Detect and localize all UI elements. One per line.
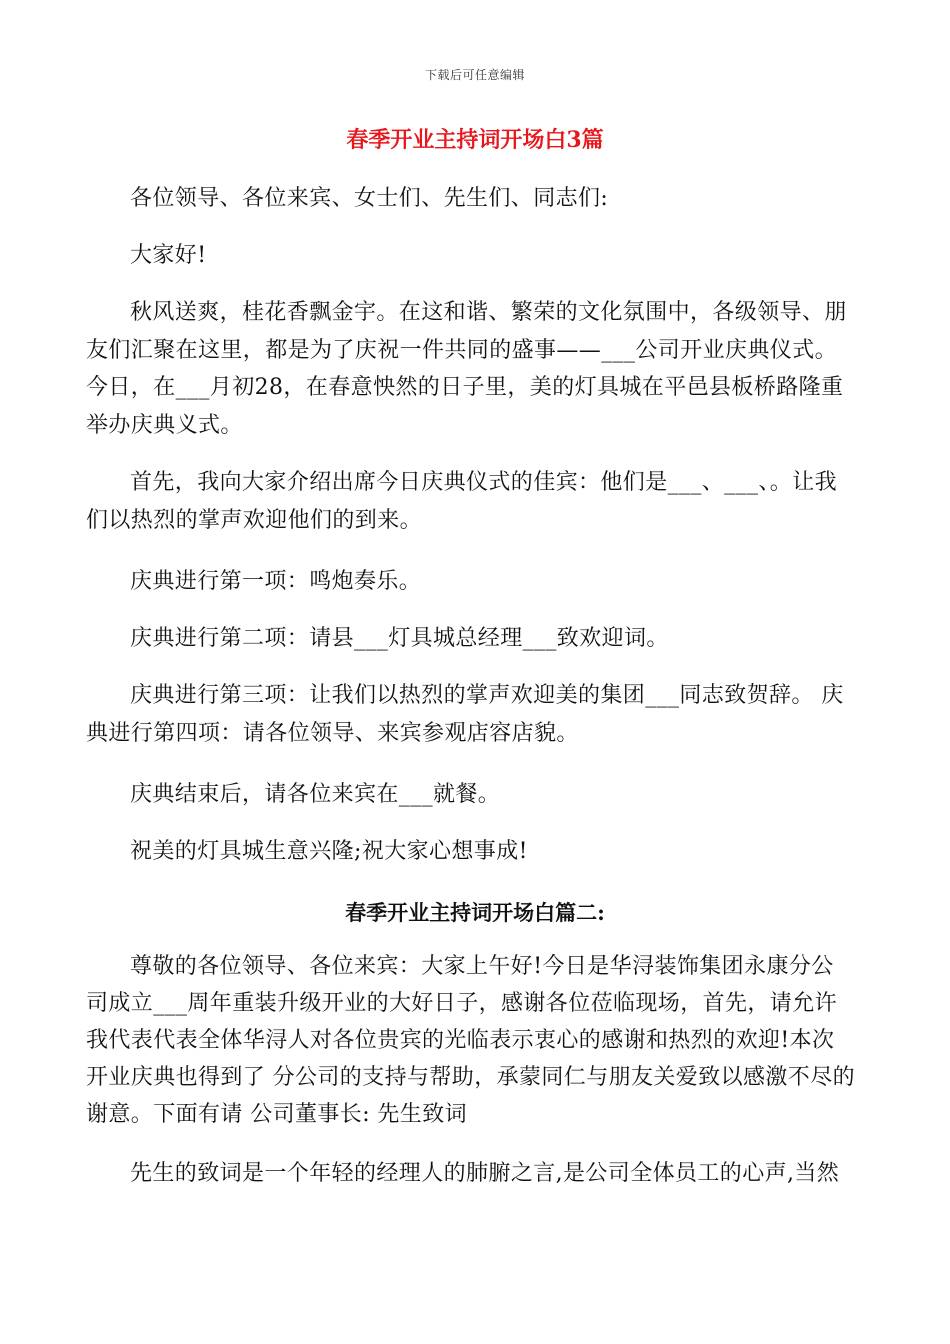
paragraph-greeting: 各位领导、各位来宾、女士们、先生们、同志们: — [130, 186, 609, 211]
document-title: 春季开业主持词开场白3篇 — [346, 127, 604, 153]
paragraph-opening: 秋风送爽，桂花香飘金宇。在这和谐、繁荣的文化氛围中，各级领导、朋友们汇聚在这里，都是为了庆祝一件共同的盛事——___公司开业庆典仪式。今日，在___月初28，在春意怏然的日子里，美的灯具城在平邑县板桥路隆重举办庆典义式。 — [86, 300, 847, 438]
header-note: 下载后可任意编辑 — [424, 68, 525, 82]
paragraph-item-three-four: 庆典进行第三项：让我们以热烈的掌声欢迎美的集团___同志致贺辞。 庆典进行第四项：请各位领导、来宾参观店容店貌。 — [86, 683, 844, 746]
paragraph-introduce-guests: 首先，我向大家介绍出席今日庆典仪式的佳宾：他们是___、___、。让我们以热烈的掌声欢迎他们的到来。 — [86, 470, 838, 533]
paragraph-item-two: 庆典进行第二项：请县___灯具城总经理___致欢迎词。 — [130, 626, 669, 651]
paragraph-section-two-opening: 尊敬的各位领导、各位来宾：大家上午好!今日是华浔装饰集团永康分公司成立___周年重装升级开业的大好日子，感谢各位莅临现场，首先，请允许我代表代表全体华浔人对各位贵宾的光临表示衷心的感谢和热烈的欢迎!本次开业庆典也得到了 分公司的支持与帮助，承蒙同仁与朋友关爱致以感激不尽的谢意。下面有请 公司董事长: 先生致词 — [86, 954, 855, 1127]
paragraph-hello: 大家好! — [130, 243, 207, 268]
paragraph-item-one: 庆典进行第一项：鸣炮奏乐。 — [130, 569, 422, 594]
paragraph-wishes: 祝美的灯具城生意兴隆;祝大家心想事成! — [130, 839, 528, 864]
section-title-two: 春季开业主持词开场白篇二: — [345, 900, 605, 925]
paragraph-dinner: 庆典结束后，请各位来宾在___就餐。 — [130, 782, 501, 807]
paragraph-section-two-speech: 先生的致词是一个年轻的经理人的肺腑之言,是公司全体员工的心声,当然 — [130, 1161, 840, 1186]
